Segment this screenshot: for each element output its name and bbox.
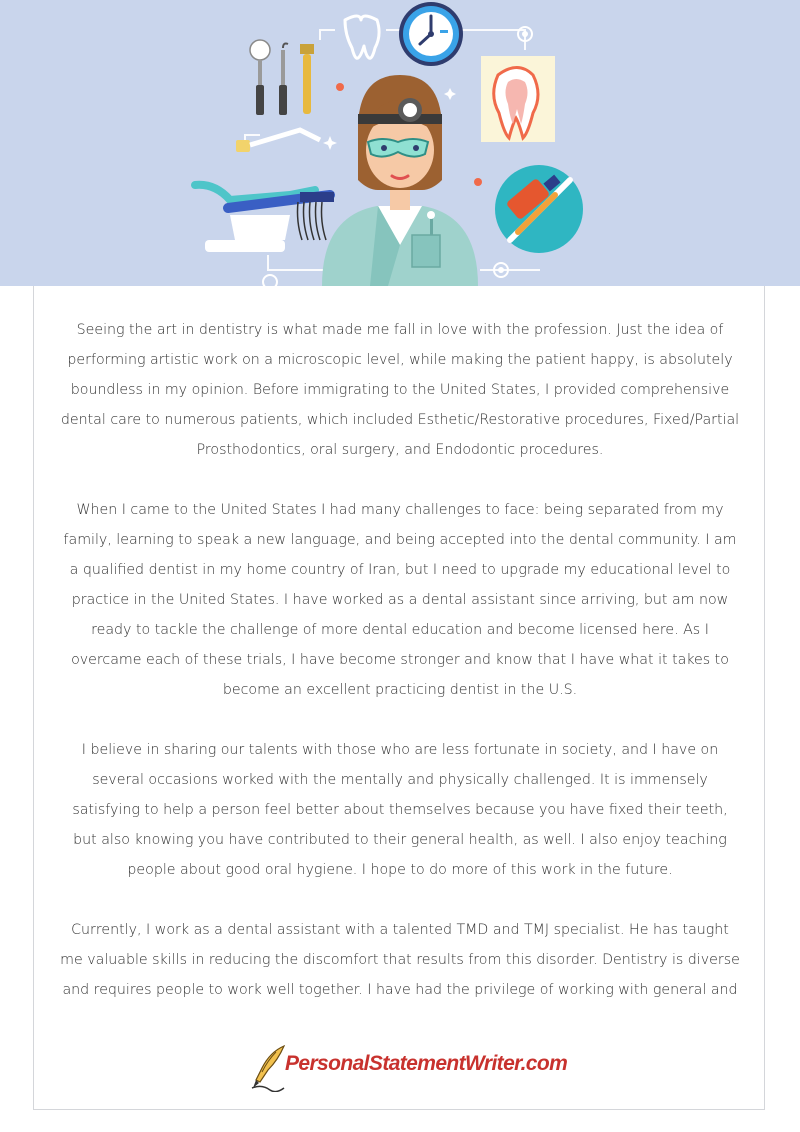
- paragraph: I believe in sharing our talents with those who are less fortunate in society, and I have on several occasions worked with the mentally and physically challenged. It is immensely satisfying to help a person feel better about themselves because you have fixed their teeth, but also knowing you have contributed to their general health, as well. I also enjoy teaching people about good oral hygiene. I hope to do more of this work in the future.: [72, 742, 728, 878]
- paragraph: Seeing the art in dentistry is what made me fall in love with the profession. Just the idea of performing artistic work on a microscopic level, while making the patient happy, is absolutely boundless in my opinion. Before immigrating to the United States, I provided comprehensive dental care to numerous patients, which included Esthetic/Restorative procedures, Fixed/Partial Prosthodontics, oral surgery, and Endodontic procedures.: [60, 322, 740, 458]
- tooth-xray-icon: [481, 56, 555, 142]
- quill-pen-icon: [248, 1042, 288, 1092]
- footer-logo[interactable]: [248, 1042, 568, 1092]
- logo-text: PersonalStatementWriter.com: [285, 1052, 568, 1075]
- toothbrush-badge-icon: [495, 165, 583, 253]
- dentist-avatar-icon: [322, 75, 478, 286]
- dental-chair-icon: [195, 130, 334, 252]
- statement-body: [60, 315, 740, 1035]
- tooth-outline-icon: [345, 16, 379, 58]
- hero-illustration: [0, 0, 800, 286]
- paragraph: When I came to the United States I had many challenges to face: being separated from my family, learning to speak a new language, and being accepted into the dental community. I am a qualified dentist in my home country of Iran, but I need to upgrade my educational level to practice in the United States. I have worked as a dental assistant since arriving, but am now ready to tackle the challenge of more dental education and become licensed here. As I overcame each of these trials, I have become stronger and know that I have what it takes to become an excellent practicing dentist in the U.S.: [63, 502, 737, 698]
- paragraph: Currently, I work as a dental assistant with a talented TMD and TMJ specialist. He has taught me valuable skills in reducing the discomfort that results from this disorder. Dentistry is diverse and requires people to work well together. I have had the privilege of working with general and: [60, 922, 740, 998]
- clock-icon: [399, 2, 463, 66]
- dental-tools-icon: [250, 40, 314, 115]
